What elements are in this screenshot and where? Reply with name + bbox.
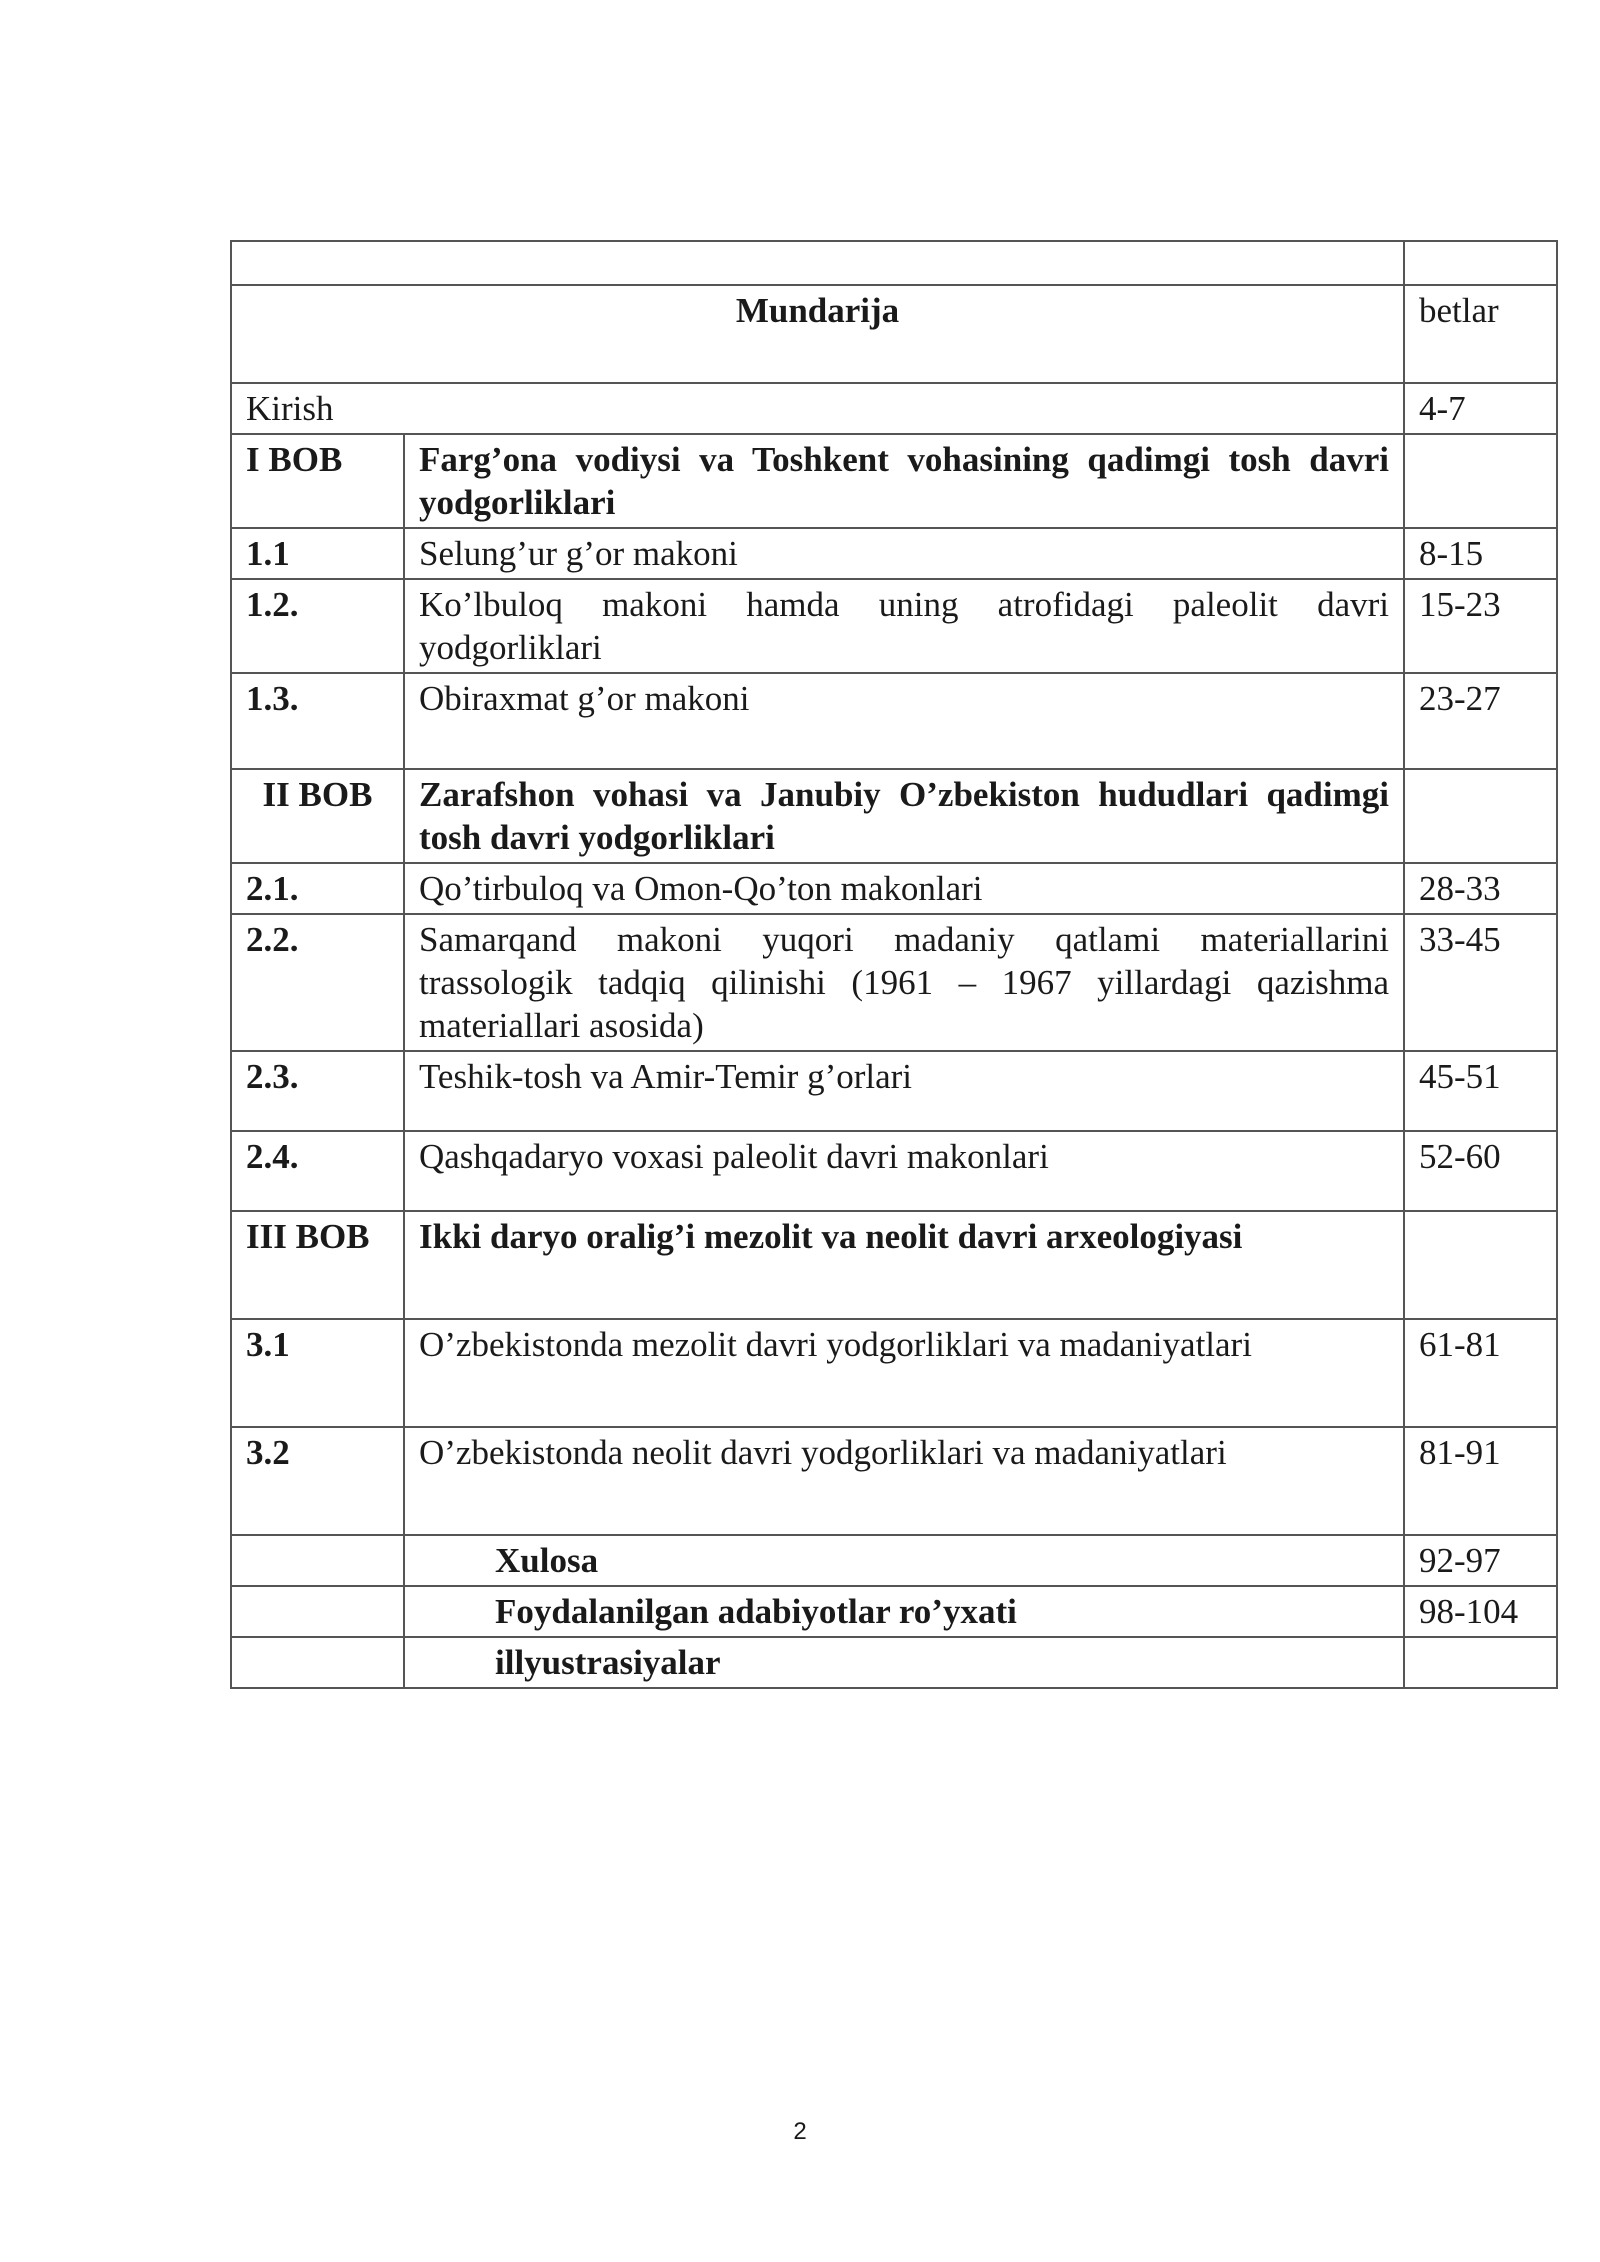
section-title: Teshik-tosh va Amir-Temir g’orlari <box>404 1051 1404 1131</box>
toc-section-row <box>231 673 1557 769</box>
section-pages: 81-91 <box>1404 1427 1557 1535</box>
section-number: 2.1. <box>231 863 404 914</box>
section-number: 3.1 <box>231 1319 404 1427</box>
chapter-pages <box>1404 769 1557 863</box>
chapter-number: II BOB <box>231 769 404 863</box>
toc-intro-label: Kirish <box>231 383 1404 434</box>
closing-title: Foydalanilgan adabiyotlar ro’yxati <box>404 1586 1404 1637</box>
toc-closing-row <box>231 1535 1557 1586</box>
section-title: Selung’ur g’or makoni <box>404 528 1404 579</box>
chapter-title: Zarafshon vohasi va Janubiy O’zbekiston hududlari qadimgi tosh davri yodgorliklari <box>404 769 1404 863</box>
section-title: O’zbekistonda mezolit davri yodgorliklari va madaniyatlari <box>404 1319 1404 1427</box>
section-title: Samarqand makoni yuqori madaniy qatlami materiallarini trassologik tadqiq qilinishi (1961 – 1967 yillardagi qazishma materiallari asosida) <box>404 914 1404 1051</box>
toc-section-row <box>231 914 1557 1051</box>
section-pages: 61-81 <box>1404 1319 1557 1427</box>
chapter-number: I BOB <box>231 434 404 528</box>
toc-section-row <box>231 579 1557 673</box>
closing-pages: 98-104 <box>1404 1586 1557 1637</box>
section-pages: 8-15 <box>1404 528 1557 579</box>
section-number: 1.3. <box>231 673 404 769</box>
section-title: Qo’tirbuloq va Omon-Qo’ton makonlari <box>404 863 1404 914</box>
section-pages: 15-23 <box>1404 579 1557 673</box>
section-title: Qashqadaryo voxasi paleolit davri makonlari <box>404 1131 1404 1211</box>
toc-empty-cell <box>1404 241 1557 285</box>
toc-closing-row <box>231 1637 1557 1688</box>
toc-empty-top-row <box>231 241 1557 285</box>
section-number: 1.1 <box>231 528 404 579</box>
section-number: 3.2 <box>231 1427 404 1535</box>
toc-empty-cell <box>231 241 1404 285</box>
toc-section-row <box>231 1319 1557 1427</box>
section-pages: 28-33 <box>1404 863 1557 914</box>
closing-pages <box>1404 1637 1557 1688</box>
toc-header-row <box>231 285 1557 383</box>
toc-row-intro <box>231 383 1557 434</box>
chapter-title: Farg’ona vodiysi va Toshkent vohasining qadimgi tosh davri yodgorliklari <box>404 434 1404 528</box>
section-number: 1.2. <box>231 579 404 673</box>
section-number: 2.2. <box>231 914 404 1051</box>
toc-section-row <box>231 1131 1557 1211</box>
section-pages: 45-51 <box>1404 1051 1557 1131</box>
section-pages: 52-60 <box>1404 1131 1557 1211</box>
closing-pages: 92-97 <box>1404 1535 1557 1586</box>
toc-empty-cell <box>231 1637 404 1688</box>
toc-empty-cell <box>231 1586 404 1637</box>
toc-closing-row <box>231 1586 1557 1637</box>
toc-section-row <box>231 863 1557 914</box>
toc-chapter-row <box>231 769 1557 863</box>
chapter-title: Ikki daryo oralig’i mezolit va neolit davri arxeologiyasi <box>404 1211 1404 1319</box>
toc-section-row <box>231 1051 1557 1131</box>
table-of-contents <box>230 240 1558 1689</box>
closing-title: Xulosa <box>404 1535 1404 1586</box>
chapter-pages <box>1404 1211 1557 1319</box>
toc-chapter-row <box>231 1211 1557 1319</box>
section-title: O’zbekistonda neolit davri yodgorliklari va madaniyatlari <box>404 1427 1404 1535</box>
toc-chapter-row <box>231 434 1557 528</box>
section-title: Ko’lbuloq makoni hamda uning atrofidagi paleolit davri yodgorliklari <box>404 579 1404 673</box>
chapter-number: III BOB <box>231 1211 404 1319</box>
section-number: 2.4. <box>231 1131 404 1211</box>
section-number: 2.3. <box>231 1051 404 1131</box>
toc-intro-pages: 4-7 <box>1404 383 1557 434</box>
toc-section-row <box>231 1427 1557 1535</box>
chapter-pages <box>1404 434 1557 528</box>
toc-empty-cell <box>231 1535 404 1586</box>
section-title: Obiraxmat g’or makoni <box>404 673 1404 769</box>
toc-pages-header: betlar <box>1404 285 1557 383</box>
section-pages: 23-27 <box>1404 673 1557 769</box>
toc-section-row <box>231 528 1557 579</box>
page-number: 2 <box>793 2118 807 2145</box>
closing-title: illyustrasiyalar <box>404 1637 1404 1688</box>
toc-heading: Mundarija <box>231 285 1404 383</box>
section-pages: 33-45 <box>1404 914 1557 1051</box>
